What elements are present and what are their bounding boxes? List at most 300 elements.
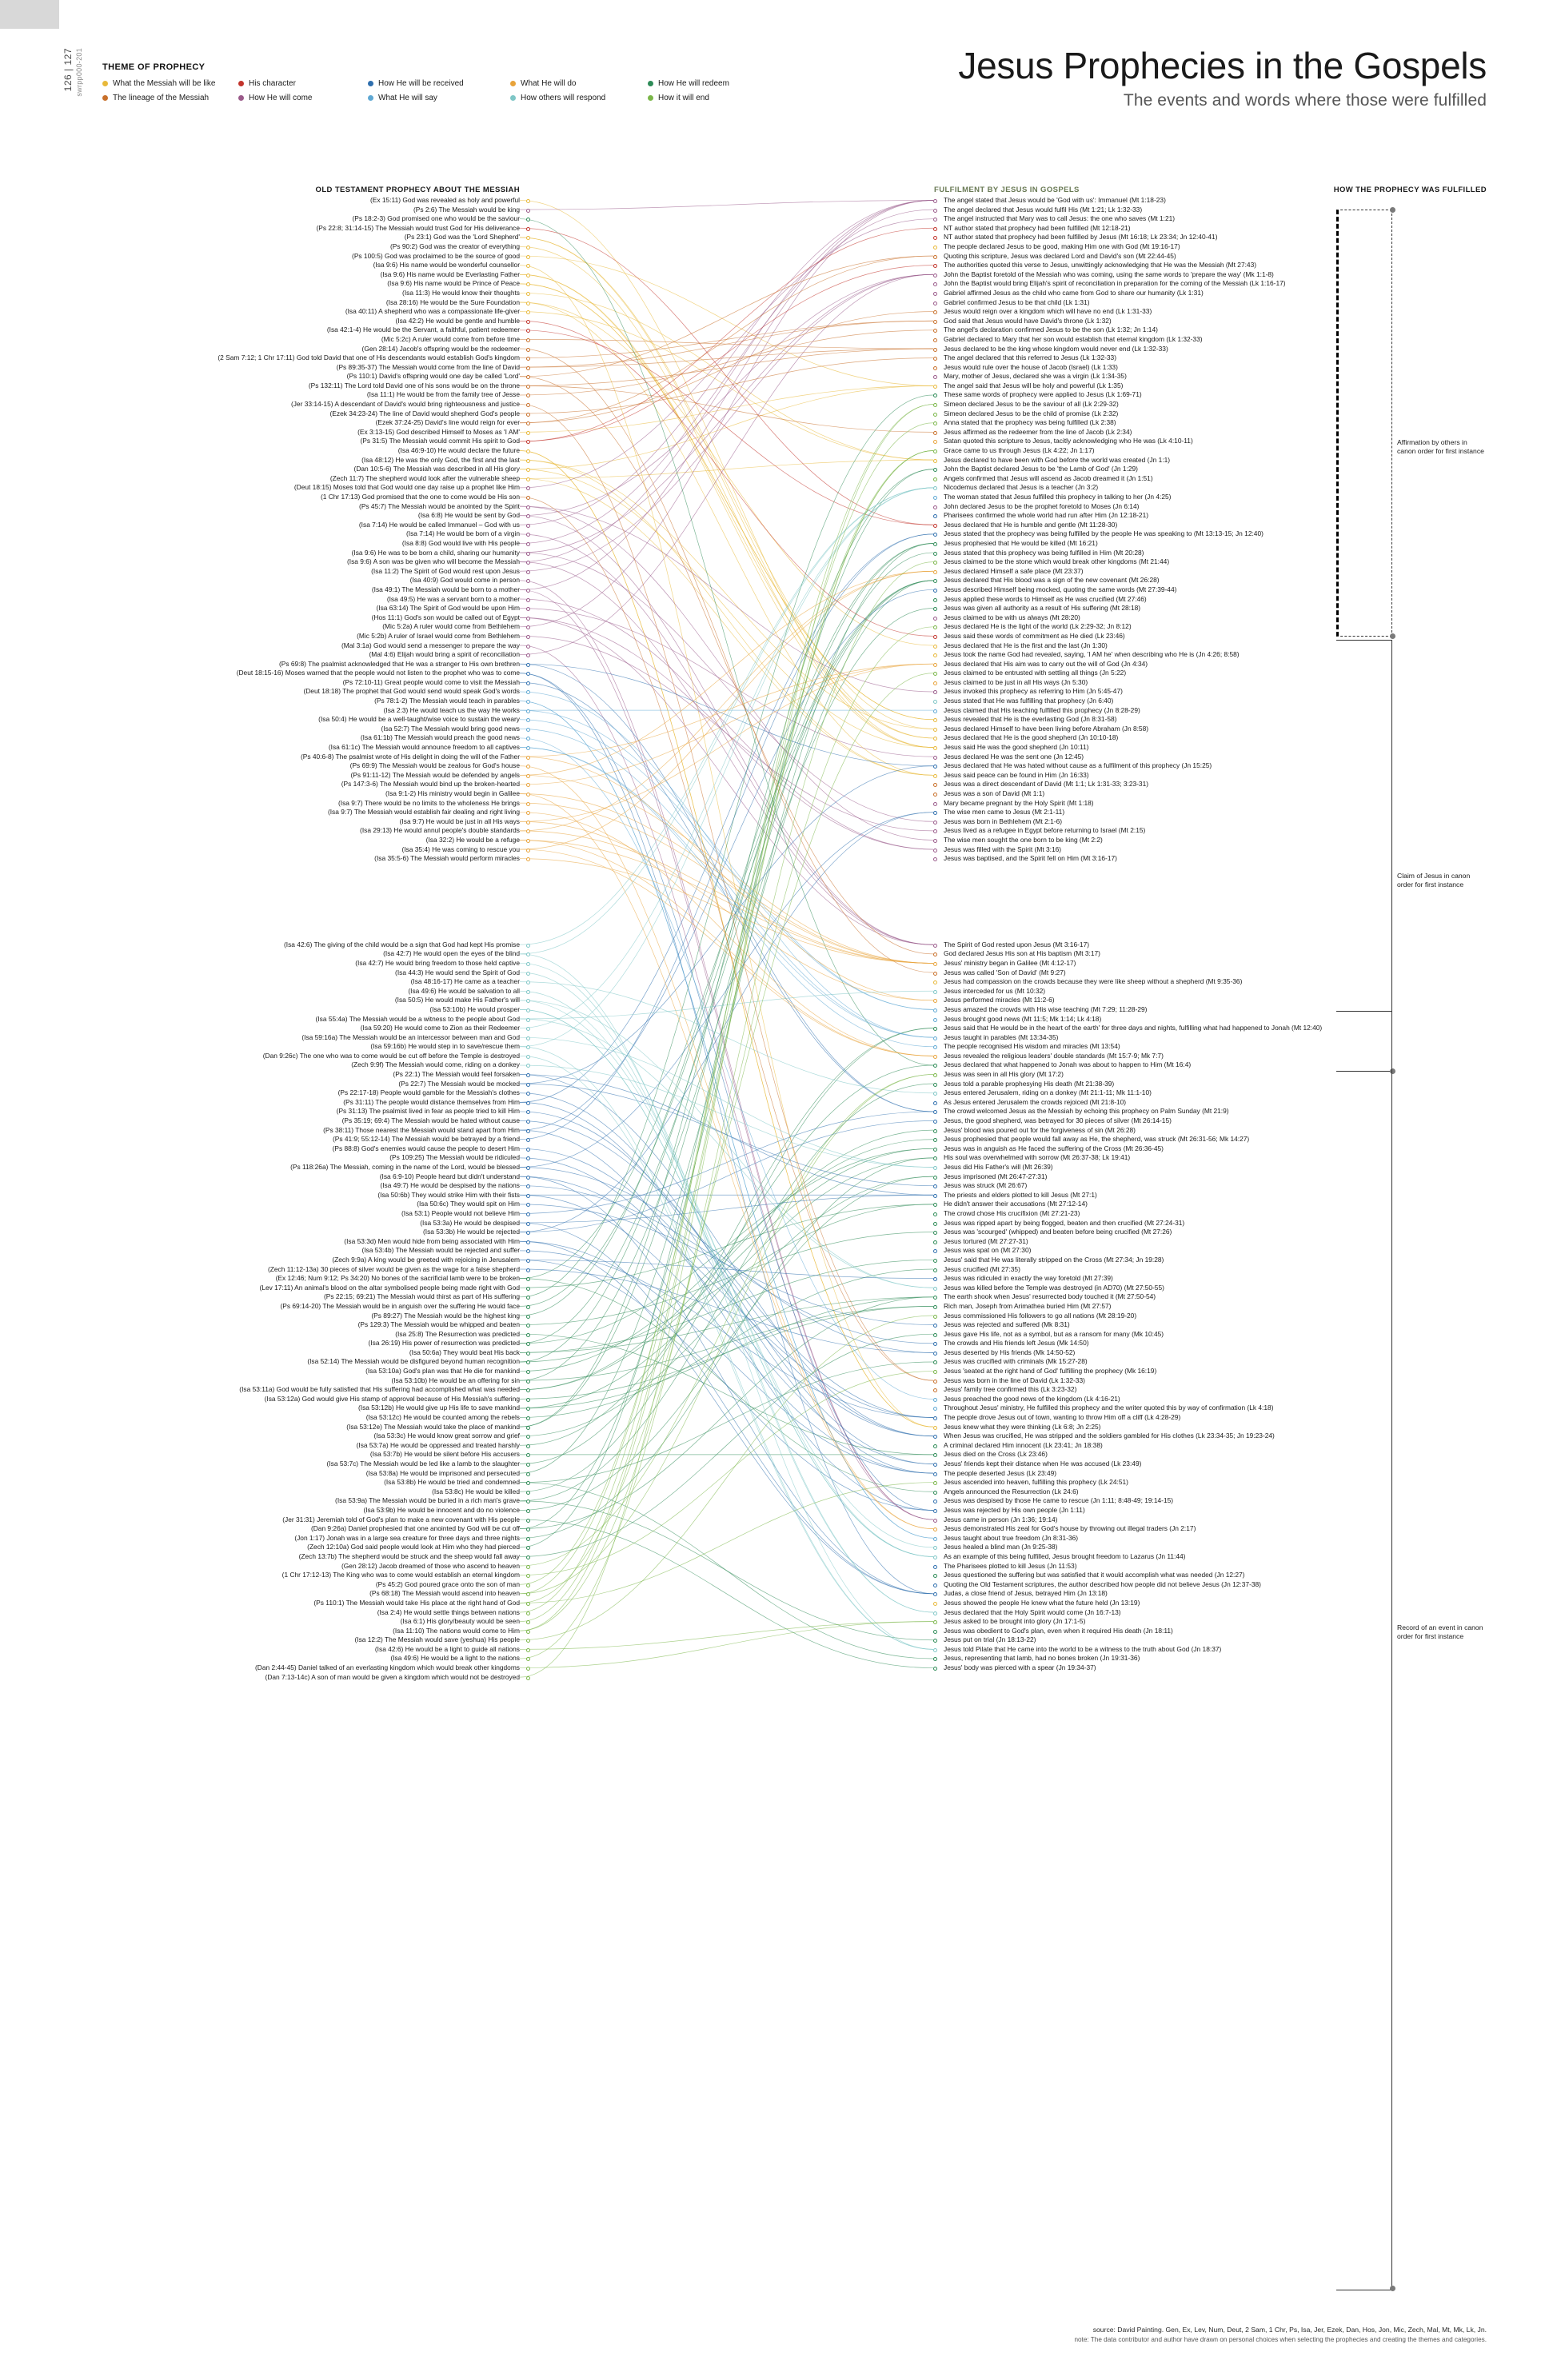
legend-item[interactable]: [102, 79, 238, 88]
prophecy-link: [520, 1000, 933, 1547]
prophecy-link: [520, 963, 933, 1612]
prophecy-link: [520, 210, 933, 543]
node-marker-icon: [933, 1453, 937, 1457]
node-marker-icon: [526, 774, 530, 778]
list-item-text: (Ps 91:11-12) The Messiah would be defended by angels: [350, 770, 520, 779]
list-item-text: (Isa 53:7b) He would be silent before His accusers: [369, 1450, 520, 1459]
node-marker-icon: [526, 1268, 530, 1272]
node-marker-icon: [933, 1203, 937, 1207]
list-item-text: Jesus questioned the suffering but was satisfied that it would accomplish what was needed (Jn 12:27): [944, 1571, 1245, 1579]
node-marker-icon: [526, 1388, 530, 1392]
node-marker-icon: [933, 1305, 937, 1309]
node-marker-icon: [933, 607, 937, 611]
list-item-text: (Ps 109:25) The Messiah would be ridiculed: [389, 1153, 520, 1162]
legend-column: [102, 79, 238, 102]
prophecy-link: [520, 1519, 933, 1668]
list-item-text: (Isa 9:6) His name would be Everlasting Father: [380, 270, 520, 278]
list-item-text: His soul was overwhelmed with sorrow (Mt 26:37-38; Lk 19:41): [944, 1153, 1131, 1162]
node-marker-icon: [526, 756, 530, 760]
list-item-text: Grace came to us through Jesus (Lk 4:22; Jn 1:17): [944, 446, 1095, 455]
node-marker-icon: [526, 700, 530, 704]
legend-item[interactable]: [510, 79, 648, 88]
node-marker-icon: [526, 449, 530, 453]
node-marker-icon: [933, 598, 937, 602]
node-marker-icon: [933, 1120, 937, 1124]
prophecy-link: [520, 451, 933, 1585]
node-marker-icon: [933, 1352, 937, 1356]
list-item-text: (Isa 55:4a) The Messiah would be a witness to the people about God: [315, 1014, 520, 1023]
prophecy-link: [520, 1241, 933, 1594]
node-marker-icon: [933, 1194, 937, 1198]
node-marker-icon: [526, 357, 530, 361]
list-item[interactable]: [120, 1674, 520, 1683]
list-item-text: (Dan 9:26a) Daniel prophesied that one anointed by God will be cut off: [310, 1524, 520, 1533]
node-marker-icon: [526, 645, 530, 649]
prophecy-link: [520, 321, 933, 357]
list-item-text: Jesus declared that His aim was to carry out the will of God (Jn 4:34): [944, 659, 1148, 668]
list-item-text: (2 Sam 7:12; 1 Chr 17:11) God told David that one of His descendants would establish God's kingdom: [218, 353, 520, 362]
list-item-text: Jesus stated that this prophecy was being fulfilled in Him (Mt 20:28): [944, 548, 1144, 557]
list-item-text: Jesus was crucified with criminals (Mk 15:27-28): [944, 1357, 1088, 1366]
list-item-text: (Ps 89:35-37) The Messiah would come from the line of David: [336, 362, 520, 371]
node-marker-icon: [526, 199, 530, 203]
list-item[interactable]: [120, 855, 520, 865]
list-item-text: (Isa 42:1-4) He would be the Servant, a faithful, patient redeemer: [326, 325, 520, 334]
list-item-text: NT author stated that prophecy had been fulfilled by Jesus (Mt 16:18; Lk 23:34; Jn 12:40-41): [944, 233, 1218, 242]
legend-item[interactable]: [648, 94, 776, 102]
node-marker-icon: [526, 663, 530, 667]
list-item-text: Jesus was ripped apart by being flogged, beaten and then crucified (Mt 27:24-31): [944, 1218, 1185, 1227]
list-item-text: Jesus was a direct descendant of David (Mt 1:1; Lk 1:31-33; 3:23-31): [944, 780, 1149, 789]
node-marker-icon: [933, 1315, 937, 1319]
prophecy-link: [520, 488, 933, 1028]
prophecy-link: [520, 1019, 933, 1288]
list-item-text: As Jesus entered Jerusalem the crowds rejoiced (Mt 21:8-10): [944, 1097, 1127, 1106]
node-marker-icon: [526, 1407, 530, 1411]
list-item-text: (Isa 11:3) He would know their thoughts: [402, 288, 520, 297]
node-marker-icon: [933, 617, 937, 621]
node-marker-icon: [526, 1583, 530, 1587]
node-marker-icon: [933, 1055, 937, 1059]
node-marker-icon: [933, 1555, 937, 1559]
list-item-text: These same words of prophecy were applied to Jesus (Lk 1:69-71): [944, 390, 1142, 399]
legend-item-label: How it will end: [658, 94, 709, 102]
list-item-text: (Isa 50:6c) They would spit on Him: [417, 1200, 520, 1208]
prophecy-link: [520, 571, 933, 831]
node-marker-icon: [933, 857, 937, 861]
prophecy-link: [520, 266, 933, 441]
prophecy-link: [520, 543, 933, 1316]
node-marker-icon: [526, 1259, 530, 1263]
list-item-text: John the Baptist declared Jesus to be 'the Lamb of God' (Jn 1:29): [944, 465, 1138, 473]
prophecy-link: [520, 228, 933, 525]
node-marker-icon: [933, 645, 937, 649]
node-marker-icon: [933, 1527, 937, 1531]
list-item-text: Jesus applied these words to Himself as He was crucified (Mt 27:46): [944, 594, 1147, 603]
node-marker-icon: [526, 579, 530, 583]
node-marker-icon: [933, 310, 937, 314]
prophecy-link: [520, 246, 933, 747]
list-item-text: The angel declared that this referred to Jesus (Lk 1:32-33): [944, 353, 1117, 362]
node-marker-icon: [526, 1352, 530, 1356]
node-marker-icon: [526, 1444, 530, 1448]
list-item-text: Jesus 'seated at the right hand of God' fulfilling the prophecy (Mk 16:19): [944, 1367, 1157, 1376]
list-item-text: (Isa 9:1-2) His ministry would begin in Galilee: [385, 789, 520, 797]
node-marker-icon: [526, 366, 530, 370]
prophecy-link: [520, 256, 933, 385]
list-item-text: Quoting the Old Testament scriptures, the author described how people did not believe Jesus (Jn 12:37-38): [944, 1579, 1261, 1588]
list-item-text: Jesus stated that He was fulfilling that prophecy (Jn 6:40): [944, 697, 1114, 705]
list-item-text: (Ps 23:1) God was the 'Lord Shepherd': [404, 233, 520, 242]
node-marker-icon: [526, 1602, 530, 1606]
list-item-text: (Isa 44:3) He would send the Spirit of God: [395, 968, 520, 976]
prophecy-link: [520, 1168, 933, 1353]
prophecy-link: [520, 701, 933, 1539]
prophecy-link: [520, 609, 933, 757]
node-marker-icon: [933, 431, 937, 435]
list-item-text: (Isa 53:3b) He would be rejected: [422, 1228, 520, 1236]
list-item-text: Jesus claimed to be the stone which would break other kingdoms (Mt 21:44): [944, 557, 1170, 566]
list-item-text: (Ps 22:15; 69:21) The Messiah would thirst as part of His suffering: [323, 1292, 520, 1301]
node-marker-icon: [933, 413, 937, 417]
node-marker-icon: [526, 1537, 530, 1541]
node-marker-icon: [933, 700, 937, 704]
prophecy-link: [520, 395, 933, 1297]
node-marker-icon: [526, 1370, 530, 1374]
node-marker-icon: [933, 1110, 937, 1114]
list-item-text: (Isa 53:4b) The Messiah would be rejected and suffer: [361, 1246, 520, 1255]
prophecy-link: [520, 1084, 933, 1186]
list-item-text: Jesus was rejected and suffered (Mk 8:31): [944, 1320, 1070, 1329]
legend-color-dot-icon: [238, 95, 244, 101]
node-marker-icon: [933, 477, 937, 481]
prophecy-link: [520, 581, 933, 1307]
node-marker-icon: [933, 1212, 937, 1216]
list-item-text: Jesus was born in the line of David (Lk 1:32-33): [944, 1376, 1085, 1384]
list-item-text: Jesus would rule over the house of Jacob (Israel) (Lk 1:33): [944, 362, 1118, 371]
list-item-text: Jesus ascended into heaven, fulfilling this prophecy (Lk 24:51): [944, 1478, 1128, 1487]
list-item-text: (Isa 42:2) He would be gentle and humble: [395, 316, 520, 325]
node-marker-icon: [526, 1036, 530, 1040]
node-marker-icon: [526, 1453, 530, 1457]
prophecy-link: [520, 1204, 933, 1288]
list-item-text: The angel said that Jesus will be holy and powerful (Lk 1:35): [944, 381, 1124, 389]
prophecy-link: [520, 451, 933, 1631]
node-marker-icon: [933, 218, 937, 222]
list-item-text: (Isa 9:6) His name would be wonderful counsellor: [373, 261, 520, 270]
legend-color-dot-icon: [510, 95, 516, 101]
list-item-text: (Isa 9:7) He would be just in all His ways: [399, 817, 520, 825]
list-item-text: (Mic 5:2b) A ruler of Israel would come from Bethlehem: [357, 631, 520, 640]
node-marker-icon: [933, 1036, 937, 1040]
prophecy-link: [520, 664, 933, 785]
prophecy-link: [520, 589, 933, 1130]
list-item-text: (Ps 31:5) The Messiah would commit His spirit to God: [360, 437, 520, 445]
node-marker-icon: [526, 793, 530, 797]
prophecy-link: [520, 488, 933, 954]
node-marker-icon: [933, 737, 937, 741]
node-marker-icon: [526, 1120, 530, 1124]
legend-color-dot-icon: [368, 81, 373, 86]
prophecy-link: [520, 330, 933, 525]
prophecy-link: [520, 599, 933, 849]
list-item-text: Jesus claimed to be just in all His ways (Jn 5:30): [944, 677, 1088, 686]
node-marker-icon: [933, 672, 937, 676]
node-marker-icon: [933, 1129, 937, 1133]
list-item-text: Jesus knew what they were thinking (Lk 6:8; Jn 2:25): [944, 1422, 1101, 1431]
list-item-text: (Isa 49:5) He was a servant born to a mother: [386, 594, 520, 603]
legend-item[interactable]: [238, 79, 368, 88]
node-marker-icon: [933, 393, 937, 397]
node-marker-icon: [933, 357, 937, 361]
node-marker-icon: [933, 282, 937, 286]
left-column-header: OLD TESTAMENT PROPHECY ABOUT THE MESSIAH: [315, 186, 520, 194]
list-item-text: Jesus declared that He is humble and gentle (Mt 11:28-30): [944, 520, 1118, 529]
prophecy-link: [520, 385, 933, 432]
node-marker-icon: [526, 246, 530, 250]
prophecy-link: [520, 534, 933, 1140]
node-marker-icon: [933, 1602, 937, 1606]
node-marker-icon: [526, 980, 530, 984]
node-marker-icon: [526, 617, 530, 621]
node-marker-icon: [933, 1667, 937, 1671]
list-item-text: (Dan 9:26c) The one who was to come would be cut off before the Temple is destroyed: [262, 1051, 520, 1060]
node-marker-icon: [933, 440, 937, 444]
list-item-text: (Ps 45:2) God poured grace onto the son of man: [375, 1579, 520, 1588]
list-item-text: (Isa 53:3d) Men would hide from being associated with Him: [344, 1236, 520, 1245]
bracket-record: [1336, 1011, 1392, 2290]
prophecy-link: [520, 302, 933, 645]
annotation-affirmation: Affirmation by others in canon order for first instance: [1397, 438, 1484, 455]
node-marker-icon: [526, 1045, 530, 1049]
prophecy-link: [520, 821, 933, 1000]
list-item-text: (Ps 22:8; 31:14-15) The Messiah would trust God for His deliverance: [316, 223, 520, 232]
list-item-text: Jesus imprisoned (Mt 26:47-27:31): [944, 1172, 1048, 1180]
list-item-text: (Isa 11:10) The nations would come to Him: [393, 1626, 520, 1635]
prophecy-link: [520, 738, 933, 1399]
list-item-text: The Spirit of God rested upon Jesus (Mt 3:16-17): [944, 940, 1090, 948]
node-marker-icon: [933, 505, 937, 509]
node-marker-icon: [526, 625, 530, 629]
list-item-text: (Isa 59:16a) The Messiah would be an intercessor between man and God: [301, 1032, 520, 1041]
prophecy-link: [520, 1158, 933, 1464]
node-marker-icon: [526, 672, 530, 676]
list-item-text: (Isa 53:1) People would not believe Him: [401, 1208, 520, 1217]
node-marker-icon: [526, 1676, 530, 1680]
list-item-text: Jesus was struck (Mt 26:67): [944, 1181, 1028, 1190]
legend-item[interactable]: [368, 94, 510, 102]
project-code: swrpp000-201: [75, 48, 83, 97]
node-marker-icon: [933, 468, 937, 472]
list-item-text: (Isa 32:2) He would be a refuge: [425, 835, 520, 844]
node-marker-icon: [933, 829, 937, 833]
node-marker-icon: [526, 1231, 530, 1235]
list-item-text: (Isa 42:7) He would open the eyes of the blind: [383, 949, 520, 958]
list-item-text: Jesus was baptised, and the Spirit fell on Him (Mt 3:16-17): [944, 854, 1117, 863]
node-marker-icon: [526, 1315, 530, 1319]
prophecy-link: [520, 1056, 933, 1649]
prophecy-link: [520, 1622, 933, 1650]
list-item-text: Jesus interceded for us (Mt 10:32): [944, 986, 1046, 995]
list-item-text: (Isa 59:16b) He would step in to save/rescue them: [370, 1042, 520, 1051]
node-marker-icon: [526, 264, 530, 268]
list-item-text: Jesus claimed to be with us always (Mt 28:20): [944, 613, 1080, 621]
list-item-text: The people drove Jesus out of town, wanting to throw Him off a cliff (Lk 4:28-29): [944, 1413, 1181, 1422]
prophecy-link: [520, 1260, 933, 1278]
node-marker-icon: [526, 1611, 530, 1615]
node-marker-icon: [526, 635, 530, 639]
node-marker-icon: [933, 972, 937, 976]
prophecy-link: [520, 312, 933, 423]
right-column-header: FULFILMENT BY JESUS IN GOSPELS: [934, 186, 1080, 194]
prophecy-link: [520, 321, 933, 367]
node-marker-icon: [526, 477, 530, 481]
prophecy-link: [520, 636, 933, 830]
node-marker-icon: [526, 681, 530, 685]
node-marker-icon: [526, 1472, 530, 1476]
list-item-text: Jesus taught in parables (Mt 13:34-35): [944, 1032, 1059, 1041]
node-marker-icon: [933, 209, 937, 213]
node-marker-icon: [933, 264, 937, 268]
node-marker-icon: [526, 1194, 530, 1198]
node-marker-icon: [526, 348, 530, 352]
legend-item[interactable]: [368, 79, 510, 88]
node-marker-icon: [526, 236, 530, 240]
prophecy-link: [520, 293, 933, 460]
list-item-text: Jesus declared that the Holy Spirit would come (Jn 16:7-13): [944, 1607, 1121, 1616]
node-marker-icon: [933, 1370, 937, 1374]
far-right-column-header: HOW THE PROPHECY WAS FULFILLED: [1333, 186, 1487, 194]
prophecy-link: [520, 478, 933, 775]
node-marker-icon: [526, 802, 530, 806]
list-item-text: Jesus declared that He was hated without cause as a fulfilment of this prophecy (Jn 15:25): [944, 761, 1212, 770]
list-item-text: A criminal declared Him innocent (Lk 23:41; Jn 18:38): [944, 1440, 1103, 1449]
prophecy-link: [520, 1158, 933, 1408]
prophecy-link: [520, 1009, 933, 1556]
legend-item[interactable]: [238, 94, 368, 102]
prophecy-link: [520, 1121, 933, 1418]
node-marker-icon: [526, 227, 530, 231]
list-item-text: (Isa 50:6b) They would strike Him with their fists: [377, 1190, 520, 1199]
list-item-text: Jesus' blood was poured out for the forgiveness of sin (Mt 26:28): [944, 1125, 1136, 1134]
node-marker-icon: [526, 653, 530, 657]
node-marker-icon: [526, 301, 530, 305]
list-item-text: (Isa 49:7) He would be despised by the nations: [380, 1181, 520, 1190]
legend-item[interactable]: [648, 79, 776, 88]
node-marker-icon: [526, 1499, 530, 1503]
prophecy-link: [520, 1223, 933, 1594]
list-item-text: (Isa 53:12c) He would be counted among the rebels: [365, 1413, 520, 1422]
node-marker-icon: [933, 681, 937, 685]
list-item-text: Jesus declared that He is the first and the last (Jn 1:30): [944, 641, 1108, 649]
list-item-text: Jesus revealed the religious leaders' double standards (Mt 15:7-9; Mk 7:7): [944, 1051, 1164, 1060]
node-marker-icon: [933, 793, 937, 797]
node-marker-icon: [933, 849, 937, 853]
node-marker-icon: [933, 1416, 937, 1420]
prophecy-link: [520, 1297, 933, 1408]
list-item-text: Nicodemus declared that Jesus is a teacher (Jn 3:2): [944, 483, 1099, 492]
prophecy-link: [520, 1028, 933, 1492]
prophecy-link: [520, 849, 933, 1056]
list-item-text: (Isa 61:1b) The Messiah would preach the good news: [360, 733, 520, 742]
list-item-text: (Isa 26:19) His power of resurrection was predicted: [368, 1339, 520, 1348]
node-marker-icon: [933, 524, 937, 528]
node-marker-icon: [933, 1064, 937, 1068]
node-marker-icon: [526, 310, 530, 314]
list-item-text: (Isa 48:16-17) He came as a teacher: [410, 977, 520, 986]
prophecy-link: [520, 701, 933, 1539]
node-marker-icon: [933, 301, 937, 305]
node-marker-icon: [526, 533, 530, 537]
node-marker-icon: [933, 1268, 937, 1272]
prophecy-link: [520, 274, 933, 738]
node-marker-icon: [933, 1296, 937, 1300]
prophecy-link: [520, 330, 933, 395]
node-marker-icon: [526, 972, 530, 976]
node-marker-icon: [933, 1491, 937, 1495]
footer: [1074, 2325, 1487, 2345]
node-marker-icon: [933, 1249, 937, 1253]
node-marker-icon: [933, 1583, 937, 1587]
list-item-text: Jesus declared to have been with God before the world was created (Jn 1:1): [944, 455, 1171, 464]
node-marker-icon: [933, 1472, 937, 1476]
list-item-text: Jesus was ridiculed in exactly the way foretold (Mt 27:39): [944, 1274, 1113, 1283]
node-marker-icon: [933, 1657, 937, 1661]
list-item-text: John the Baptist would bring Elijah's spirit of reconciliation in preparation for the coming of the Messiah (Lk 1:16-17): [944, 279, 1286, 288]
node-marker-icon: [526, 1203, 530, 1207]
list-item-text: (Ps 69:8) The psalmist acknowledged that He was a stranger to His own brethren: [278, 659, 520, 668]
node-marker-icon: [526, 1184, 530, 1188]
prophecy-link: [520, 589, 933, 1519]
node-marker-icon: [933, 1499, 937, 1503]
legend-columns: [102, 79, 782, 102]
list-item-text: (Isa 7:14) He would be called Immanuel – God with us: [358, 520, 520, 529]
list-item-text: (Isa 63:14) The Spirit of God would be upon Him: [376, 604, 520, 613]
list-item-text: Rich man, Joseph from Arimathea buried Him (Mt 27:57): [944, 1301, 1112, 1310]
prophecy-link: [520, 1316, 933, 1640]
legend-item[interactable]: [102, 94, 238, 102]
node-marker-icon: [933, 496, 937, 500]
list-item-text: Jesus declared that His blood was a sign of the new covenant (Mt 26:28): [944, 576, 1160, 585]
headline: [958, 46, 1487, 110]
list-item-text: The earth shook when Jesus' resurrected body touched it (Mt 27:50-54): [944, 1292, 1156, 1301]
prophecy-link: [520, 972, 933, 1612]
node-marker-icon: [526, 990, 530, 994]
node-marker-icon: [526, 728, 530, 732]
legend-column: [238, 79, 368, 102]
node-marker-icon: [526, 1212, 530, 1216]
source-line: source: David Painting. Gen, Ex, Lev, Num, Deut, 2 Sam, 1 Chr, Ps, Isa, Jer, Ezek, Dan, Hos, Jon, Mic, Zech, Mal, Mt, Mk, Lk, Jn.: [1092, 2325, 1487, 2334]
list-item-text: Jesus declared that what happened to Jonah was about to happen to Him (Mt 16:4): [944, 1060, 1192, 1069]
prophecy-link: [520, 274, 933, 747]
node-marker-icon: [933, 1592, 937, 1596]
prophecy-link: [520, 1084, 933, 1501]
bracket-claim: [1336, 640, 1392, 1072]
prophecy-link: [520, 609, 933, 1381]
prophecy-link: [520, 553, 933, 821]
node-marker-icon: [933, 1101, 937, 1105]
node-marker-icon: [933, 1342, 937, 1346]
list-item-text: (Isa 53:7c) The Messiah would be led like a lamb to the slaughter: [326, 1460, 520, 1468]
prophecy-link: [520, 405, 933, 1381]
list-item-text: (Zech 13:7b) The shepherd would be struck and the sheep would fall away: [298, 1551, 520, 1560]
prophecy-link: [520, 1093, 933, 1464]
prophecy-link: [520, 1232, 933, 1325]
prophecy-link: [520, 1121, 933, 1232]
legend-item[interactable]: [510, 94, 648, 102]
prophecy-link: [520, 469, 933, 748]
list-item-text: Jesus came in person (Jn 1:36; 19:14): [944, 1515, 1058, 1523]
